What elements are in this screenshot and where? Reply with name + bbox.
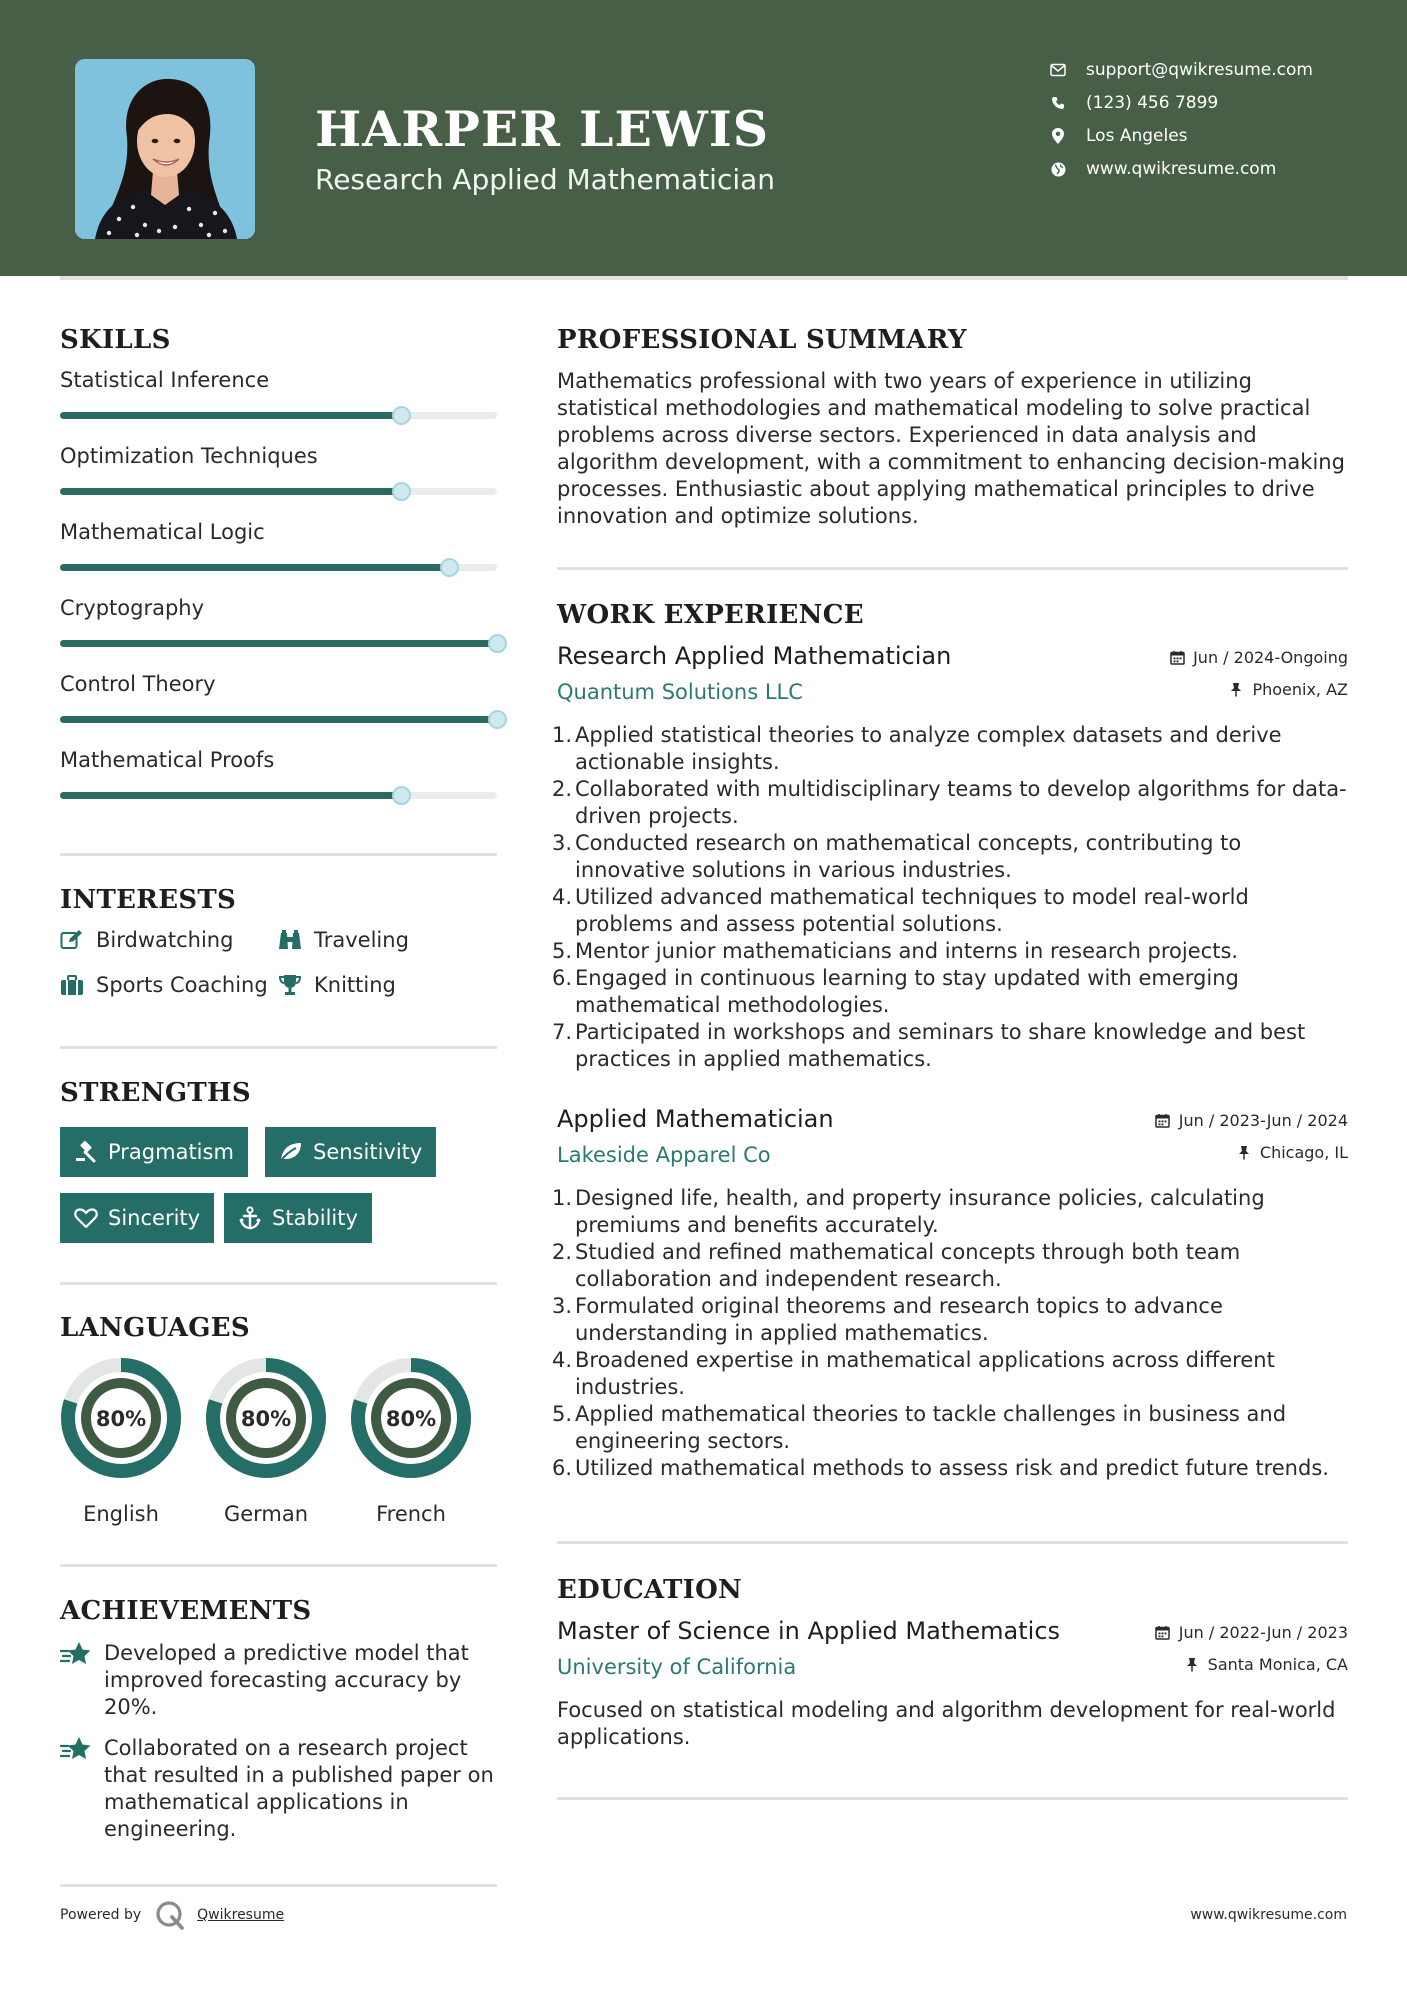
work-title: WORK EXPERIENCE xyxy=(557,600,864,630)
gavel-icon xyxy=(74,1140,98,1164)
strength-label: Pragmatism xyxy=(108,1140,234,1164)
anchor-icon xyxy=(238,1206,262,1230)
education-divider xyxy=(557,1797,1348,1800)
contact-location xyxy=(1050,121,1188,151)
strength-badge-pragmatism xyxy=(60,1127,248,1177)
strength-label: Stability xyxy=(272,1206,358,1230)
skill-level-knob xyxy=(392,406,411,425)
job-bullet-item xyxy=(552,938,1352,965)
qwikresume-logo-icon xyxy=(155,1900,185,1930)
bullet-number: 3. xyxy=(552,1294,573,1318)
interest-label: Traveling xyxy=(314,928,409,952)
skill-name: Mathematical Logic xyxy=(60,520,265,544)
education-date xyxy=(1155,1623,1348,1642)
qwikresume-link[interactable]: Qwikresume xyxy=(197,1907,285,1923)
education-entry xyxy=(557,1617,1348,1757)
contact-phone-text: (123) 456 7899 xyxy=(1086,93,1219,113)
job-bullets xyxy=(552,722,1352,1073)
job-date-text: Jun / 2024-Ongoing xyxy=(1193,648,1348,667)
skill-bar xyxy=(60,716,497,723)
bullet-text: Formulated original theorems and research topics to advance understanding in applied mathematics. xyxy=(575,1294,1223,1345)
skill-name: Cryptography xyxy=(60,596,205,620)
language-percent: 80% xyxy=(95,1407,147,1431)
footer-website[interactable]: www.qwikresume.com xyxy=(1190,1907,1347,1923)
strength-badge-sensitivity xyxy=(265,1127,436,1177)
interest-label: Birdwatching xyxy=(96,928,234,952)
education-location-text: Santa Monica, CA xyxy=(1207,1655,1348,1674)
job-bullet-item xyxy=(552,1455,1352,1482)
skill-bar xyxy=(60,564,497,571)
summary-text: Mathematics professional with two years of experience in utilizing statistical methodologies and mathematical modeling to solve practical problems across diverse sectors. Experienced in data analysis and algorithm development, with a commitment to enhancing decision-making processes. Enthusiastic about applying mathematical principles to drive innovation and optimize solutions. xyxy=(557,369,1345,528)
summary-divider xyxy=(557,567,1348,570)
header-divider xyxy=(60,276,1348,280)
language-item xyxy=(205,1357,327,1526)
strengths-title: STRENGTHS xyxy=(60,1078,251,1108)
bullet-number: 4. xyxy=(552,1348,573,1372)
education-date-text: Jun / 2022-Jun / 2023 xyxy=(1178,1623,1348,1642)
candidate-name: HARPER LEWIS xyxy=(315,100,770,158)
skill-level-knob xyxy=(392,786,411,805)
strength-label: Sincerity xyxy=(108,1206,201,1230)
bullet-text: Mentor junior mathematicians and interns in research projects. xyxy=(575,939,1239,963)
envelope-icon xyxy=(1050,62,1066,78)
language-item xyxy=(350,1357,472,1526)
bullet-text: Utilized advanced mathematical techniques to model real-world problems and assess potential solutions. xyxy=(575,885,1249,936)
languages-divider xyxy=(60,1564,497,1567)
skill-level-knob xyxy=(440,558,459,577)
leaf-icon xyxy=(279,1140,303,1164)
bullet-number: 1. xyxy=(552,1186,573,1210)
achievement-text: Developed a predictive model that improved forecasting accuracy by 20%. xyxy=(104,1641,469,1719)
achievement-item xyxy=(60,1640,500,1721)
language-name: French xyxy=(376,1502,446,1526)
education-school: University of California xyxy=(557,1655,797,1679)
profile-photo xyxy=(75,59,255,239)
calendar-icon xyxy=(1169,650,1185,666)
job-date xyxy=(1155,1111,1348,1130)
job-bullet-item xyxy=(552,830,1352,884)
skill-bar xyxy=(60,412,497,419)
bullet-number: 5. xyxy=(552,939,573,963)
contact-email-text: support@qwikresume.com xyxy=(1086,60,1313,80)
job-entry xyxy=(552,1105,1348,1505)
language-name: German xyxy=(223,1502,309,1526)
contact-phone[interactable] xyxy=(1050,88,1218,118)
language-item xyxy=(60,1357,182,1526)
globe-icon xyxy=(1050,161,1066,177)
interest-item-birdwatching xyxy=(60,928,233,952)
skill-name: Mathematical Proofs xyxy=(60,748,275,772)
achievement-text: Collaborated on a research project that resulted in a published paper on mathematical applications in engineering. xyxy=(104,1736,494,1841)
calendar-icon xyxy=(1155,1625,1171,1641)
bullet-number: 7. xyxy=(552,1020,573,1044)
language-percent: 80% xyxy=(240,1407,292,1431)
job-bullet-item xyxy=(552,1347,1352,1401)
job-bullets xyxy=(552,1185,1352,1482)
skill-bar-fill xyxy=(60,488,401,495)
job-date-text: Jun / 2023-Jun / 2024 xyxy=(1178,1111,1348,1130)
strength-badge-stability xyxy=(224,1193,372,1243)
calendar-icon xyxy=(1155,1113,1171,1129)
work-divider xyxy=(557,1541,1348,1544)
skill-name: Control Theory xyxy=(60,672,216,696)
skill-bar xyxy=(60,792,497,799)
education-degree: Master of Science in Applied Mathematics xyxy=(557,1617,1061,1645)
interest-item-traveling xyxy=(278,928,409,952)
pushpin-icon xyxy=(1236,1145,1252,1161)
star-icon xyxy=(60,1735,92,1765)
interests-title: INTERESTS xyxy=(60,885,237,915)
powered-by-text: Powered by xyxy=(60,1907,142,1923)
languages-title: LANGUAGES xyxy=(60,1313,250,1343)
job-bullet-item xyxy=(552,1019,1352,1073)
job-bullet-item xyxy=(552,1293,1352,1347)
candidate-title: Research Applied Mathematician xyxy=(315,163,776,196)
job-bullet-item xyxy=(552,1185,1352,1239)
interest-item-knitting xyxy=(278,973,396,997)
bullet-text: Applied statistical theories to analyze complex datasets and derive actionable insights. xyxy=(575,723,1282,774)
achievement-item xyxy=(60,1735,500,1843)
summary-title: PROFESSIONAL SUMMARY xyxy=(557,325,967,355)
skill-level-knob xyxy=(488,634,507,653)
strengths-divider xyxy=(60,1282,497,1285)
skills-title: SKILLS xyxy=(60,325,171,355)
pushpin-icon xyxy=(1184,1657,1200,1673)
job-company: Quantum Solutions LLC xyxy=(557,680,803,704)
achievements-title: ACHIEVEMENTS xyxy=(60,1596,312,1626)
map-marker-icon xyxy=(1050,128,1066,144)
job-date xyxy=(1169,648,1348,667)
skill-bar xyxy=(60,640,497,647)
briefcase-icon xyxy=(60,973,84,997)
interest-item-sports-coaching xyxy=(60,973,268,997)
job-bullet-item xyxy=(552,776,1352,830)
interest-label: Knitting xyxy=(314,973,396,997)
contact-email[interactable] xyxy=(1050,55,1313,85)
job-bullet-item xyxy=(552,1239,1352,1293)
education-location xyxy=(1184,1655,1348,1674)
language-name: English xyxy=(83,1502,159,1526)
job-role: Research Applied Mathematician xyxy=(557,642,952,670)
skill-bar-fill xyxy=(60,412,401,419)
bullet-number: 3. xyxy=(552,831,573,855)
resume-header xyxy=(0,0,1407,276)
bullet-text: Broadened expertise in mathematical applications across different industries. xyxy=(575,1348,1275,1399)
job-location xyxy=(1228,680,1348,699)
strength-label: Sensitivity xyxy=(313,1140,423,1164)
job-bullet-item xyxy=(552,884,1352,938)
language-donut xyxy=(350,1357,472,1479)
job-entry xyxy=(552,642,1348,1082)
bullet-text: Engaged in continuous learning to stay updated with emerging mathematical methodologies. xyxy=(575,966,1239,1017)
skill-name: Statistical Inference xyxy=(60,368,270,392)
job-bullet-item xyxy=(552,1401,1352,1455)
bullet-text: Participated in workshops and seminars to share knowledge and best practices in applied mathematics. xyxy=(575,1020,1306,1071)
skill-bar-fill xyxy=(60,564,449,571)
job-location xyxy=(1236,1143,1348,1162)
trophy-icon xyxy=(278,973,302,997)
job-location-text: Chicago, IL xyxy=(1259,1143,1348,1162)
bullet-text: Designed life, health, and property insurance policies, calculating premiums and benefits accurately. xyxy=(575,1186,1265,1237)
binoculars-icon xyxy=(278,928,302,952)
phone-icon xyxy=(1050,95,1066,111)
language-donut xyxy=(205,1357,327,1479)
job-location-text: Phoenix, AZ xyxy=(1252,680,1348,699)
bullet-number: 6. xyxy=(552,1456,573,1480)
bullet-number: 2. xyxy=(552,777,573,801)
skill-bar-fill xyxy=(60,792,401,799)
strength-badge-sincerity xyxy=(60,1193,214,1243)
interests-divider xyxy=(60,1046,497,1049)
edit-icon xyxy=(60,928,84,952)
heart-icon xyxy=(74,1206,98,1230)
bullet-text: Studied and refined mathematical concepts through both team collaboration and independent research. xyxy=(575,1240,1241,1291)
job-role: Applied Mathematician xyxy=(557,1105,834,1133)
skills-divider xyxy=(60,853,497,856)
job-bullet-item xyxy=(552,722,1352,776)
job-bullet-item xyxy=(552,965,1352,1019)
bullet-number: 6. xyxy=(552,966,573,990)
skill-name: Optimization Techniques xyxy=(60,444,318,468)
skill-level-knob xyxy=(392,482,411,501)
language-percent: 80% xyxy=(385,1407,437,1431)
bullet-number: 1. xyxy=(552,723,573,747)
interest-label: Sports Coaching xyxy=(96,973,268,997)
star-icon xyxy=(60,1640,92,1670)
bullet-text: Utilized mathematical methods to assess risk and predict future trends. xyxy=(575,1456,1329,1480)
education-title: EDUCATION xyxy=(557,1575,743,1605)
skill-level-knob xyxy=(488,710,507,729)
skill-bar xyxy=(60,488,497,495)
contact-website-text: www.qwikresume.com xyxy=(1086,159,1277,179)
bullet-text: Applied mathematical theories to tackle challenges in business and engineering sectors. xyxy=(575,1402,1287,1453)
bullet-text: Conducted research on mathematical concepts, contributing to innovative solutions in various industries. xyxy=(575,831,1242,882)
bullet-text: Collaborated with multidisciplinary teams to develop algorithms for data-driven projects. xyxy=(575,777,1347,828)
contact-location-text: Los Angeles xyxy=(1086,126,1188,146)
job-company: Lakeside Apparel Co xyxy=(557,1143,771,1167)
education-description: Focused on statistical modeling and algorithm development for real-world applications. xyxy=(557,1698,1336,1749)
footer-powered-by xyxy=(60,1900,284,1930)
skill-bar-fill xyxy=(60,640,497,647)
contact-website[interactable] xyxy=(1050,154,1276,184)
skill-bar-fill xyxy=(60,716,497,723)
pushpin-icon xyxy=(1228,682,1244,698)
language-donut xyxy=(60,1357,182,1479)
bullet-number: 2. xyxy=(552,1240,573,1264)
achievements-divider xyxy=(60,1884,497,1887)
bullet-number: 4. xyxy=(552,885,573,909)
bullet-number: 5. xyxy=(552,1402,573,1426)
